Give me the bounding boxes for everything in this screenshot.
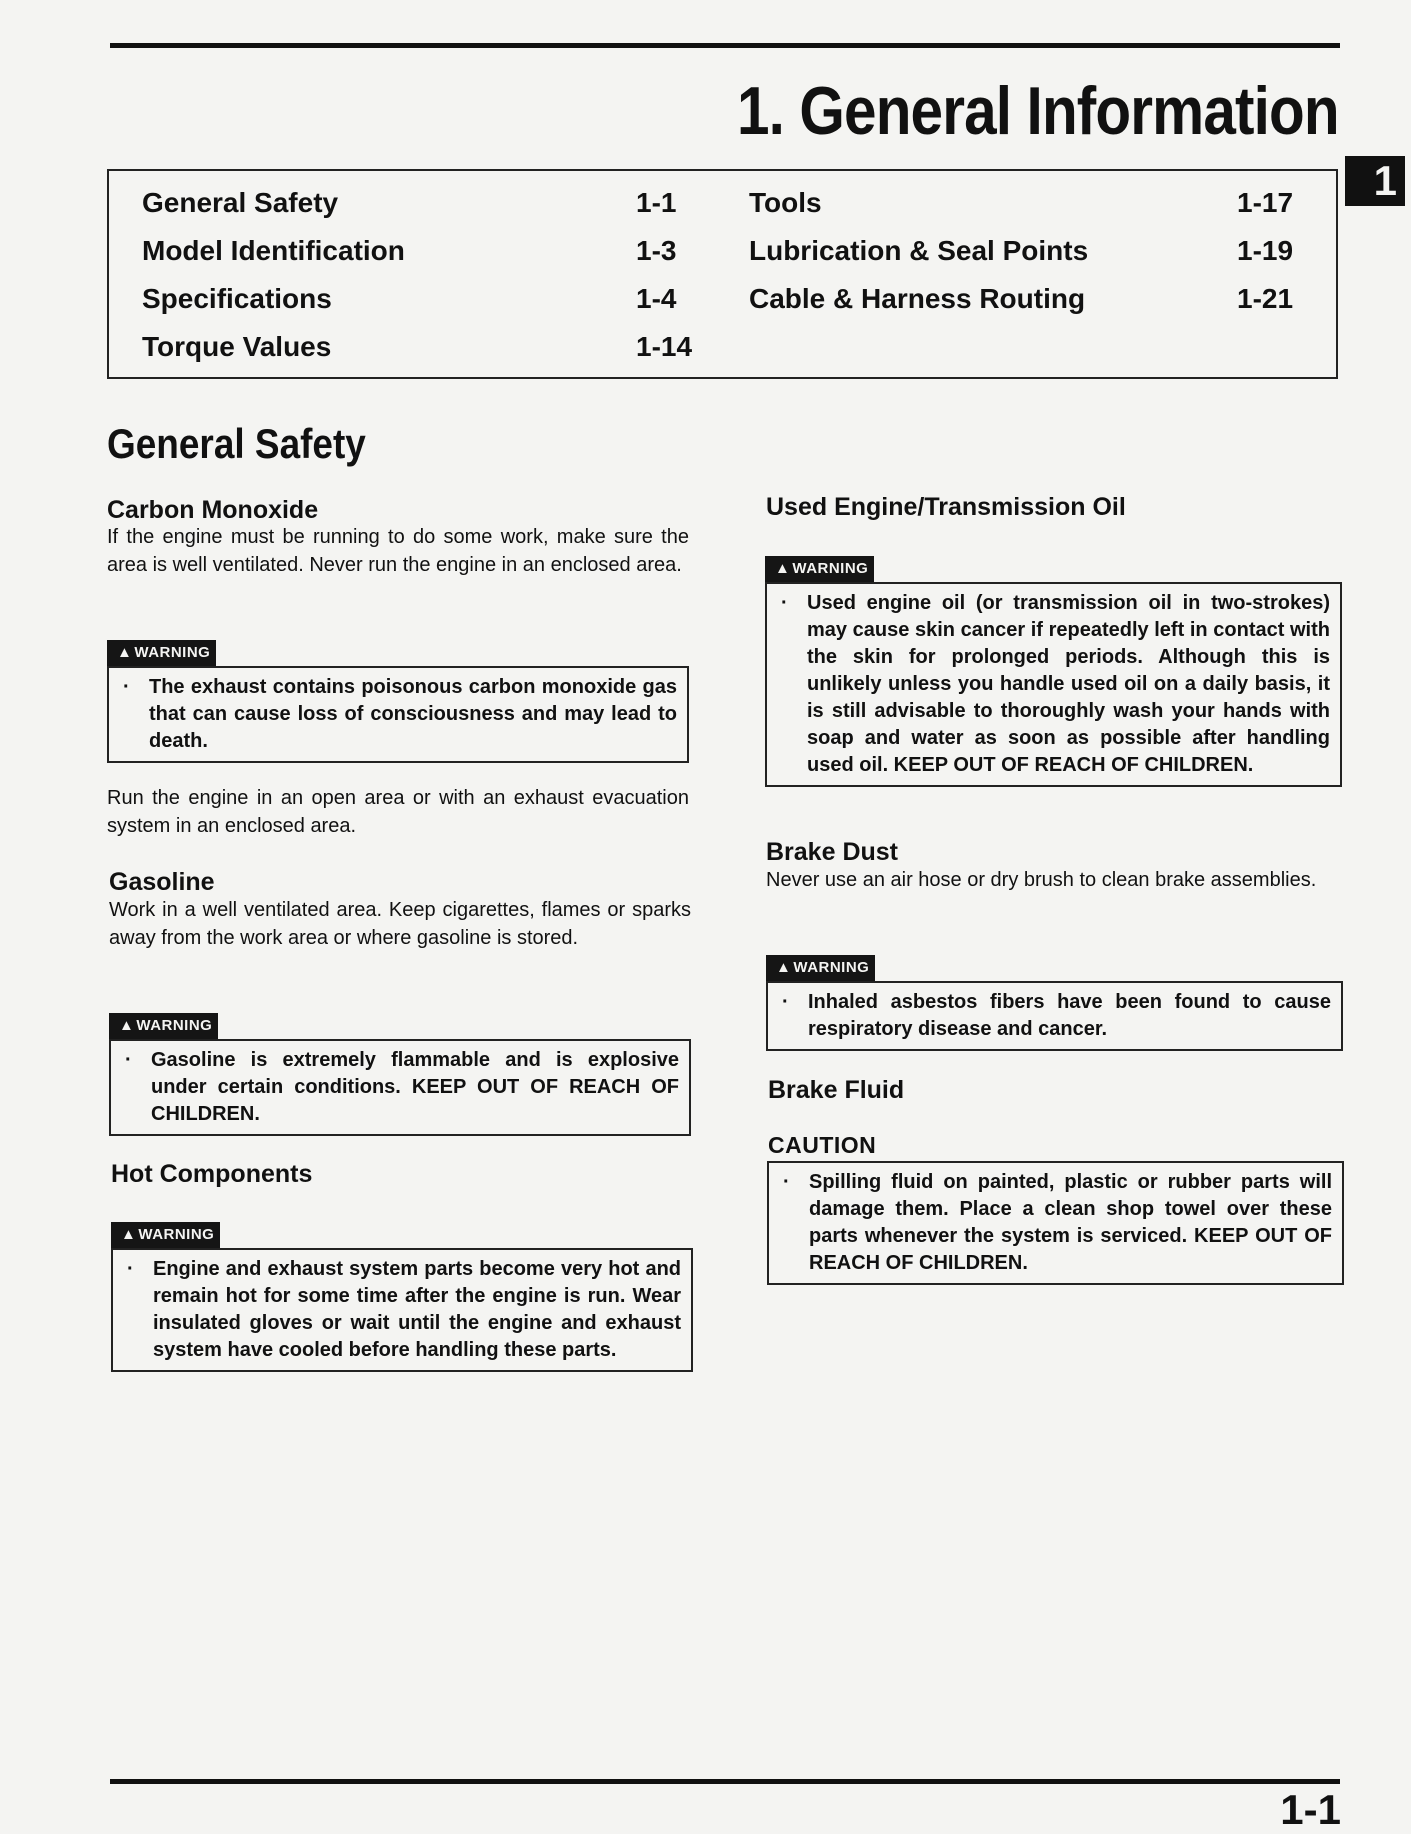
hot-components-warning: · Engine and exhaust system parts become very hot and remain hot for some time after the engine is run. Wear insulated gloves or wait until the engine and exhaust system have cooled before handling these parts.: [111, 1248, 693, 1372]
toc-item-label[interactable]: Cable & Harness Routing: [749, 283, 1086, 314]
gasoline-warning: · Gasoline is extremely flammable and is explosive under certain conditions. KEEP OUT OF REACH OF CHILDREN.: [109, 1039, 691, 1136]
bullet: ·: [781, 592, 788, 614]
brake-dust-warning: · Inhaled asbestos fibers have been found to cause respiratory disease and cancer.: [766, 981, 1343, 1051]
toc-item-page: 1-14: [636, 331, 693, 362]
used-oil-heading: Used Engine/Transmission Oil: [766, 493, 1126, 521]
toc-item-label[interactable]: Specifications: [142, 283, 332, 314]
bullet: ·: [123, 676, 130, 698]
warning-triangle-icon: ▲: [121, 1226, 137, 1243]
used-oil-warning: · Used engine oil (or transmission oil in two-strokes) may cause skin cancer if repeatedly left in contact with the skin for prolonged periods. Although this is unlikely unless you handle used oil on a daily basis, it is still advisable to thoroughly wash your hands with soap and water as soon as possible after handling used oil. KEEP OUT OF REACH OF CHILDREN.: [765, 582, 1342, 787]
warning-label: ▲ WARNING: [109, 1013, 218, 1039]
toc-item-label[interactable]: Model Identification: [142, 235, 405, 266]
brake-fluid-heading: Brake Fluid: [768, 1076, 905, 1104]
warning-label: ▲ WARNING: [766, 955, 875, 981]
toc-item-page: 1-19: [1237, 235, 1294, 266]
caution-label: CAUTION: [768, 1132, 877, 1158]
bullet: ·: [125, 1049, 132, 1071]
bullet: ·: [127, 1258, 134, 1280]
chapter-tab: 1: [1345, 156, 1405, 206]
warning-label: ▲ WARNING: [765, 556, 874, 582]
carbon-monoxide-after: Run the engine in an open area or with an exhaust evacuation system in an enclosed area.: [107, 787, 689, 837]
carbon-monoxide-text: If the engine must be running to do some work, make sure the area is well ventilated. Never run the engine in an enclosed area.: [107, 526, 689, 576]
toc-item-page: 1-1: [636, 187, 677, 218]
hot-components-heading: Hot Components: [111, 1160, 313, 1188]
brake-fluid-caution: · Spilling fluid on painted, plastic or rubber parts will damage them. Place a clean shop towel over these parts whenever the system is serviced. KEEP OUT OF REACH OF CHILDREN.: [767, 1161, 1344, 1285]
warning-triangle-icon: ▲: [776, 959, 792, 976]
warning-triangle-icon: ▲: [117, 644, 133, 661]
brake-dust-text: Never use an air hose or dry brush to clean brake assemblies.: [766, 869, 1317, 891]
toc-item-label[interactable]: Lubrication & Seal Points: [749, 235, 1089, 266]
gasoline-text: Work in a well ventilated area. Keep cigarettes, flames or sparks away from the work area or where gasoline is stored.: [109, 899, 691, 949]
toc-item-page: 1-4: [636, 283, 677, 314]
toc-item-label[interactable]: Torque Values: [142, 331, 332, 362]
carbon-monoxide-warning: · The exhaust contains poisonous carbon monoxide gas that can cause loss of consciousness and may lead to death.: [107, 666, 689, 763]
section-title: General Safety: [107, 420, 366, 467]
bullet: ·: [783, 1171, 790, 1193]
gasoline-heading: Gasoline: [109, 868, 215, 896]
toc-item-page: 1-21: [1237, 283, 1294, 314]
warning-label: ▲ WARNING: [111, 1222, 220, 1248]
chapter-title: 1. General Information: [737, 73, 1339, 149]
brake-dust-heading: Brake Dust: [766, 838, 898, 866]
toc-item-page: 1-3: [636, 235, 677, 266]
toc-item-label[interactable]: Tools: [749, 187, 822, 218]
top-rule: [110, 43, 1340, 48]
warning-triangle-icon: ▲: [119, 1017, 135, 1034]
bullet: ·: [782, 991, 789, 1013]
bottom-rule: [110, 1779, 1340, 1784]
toc-item-page: 1-17: [1237, 187, 1294, 218]
page-number: 1-1: [1280, 1786, 1341, 1833]
carbon-monoxide-heading: Carbon Monoxide: [107, 496, 319, 524]
toc-item-label[interactable]: General Safety: [142, 187, 339, 218]
warning-triangle-icon: ▲: [775, 560, 791, 577]
warning-label: ▲ WARNING: [107, 640, 216, 666]
